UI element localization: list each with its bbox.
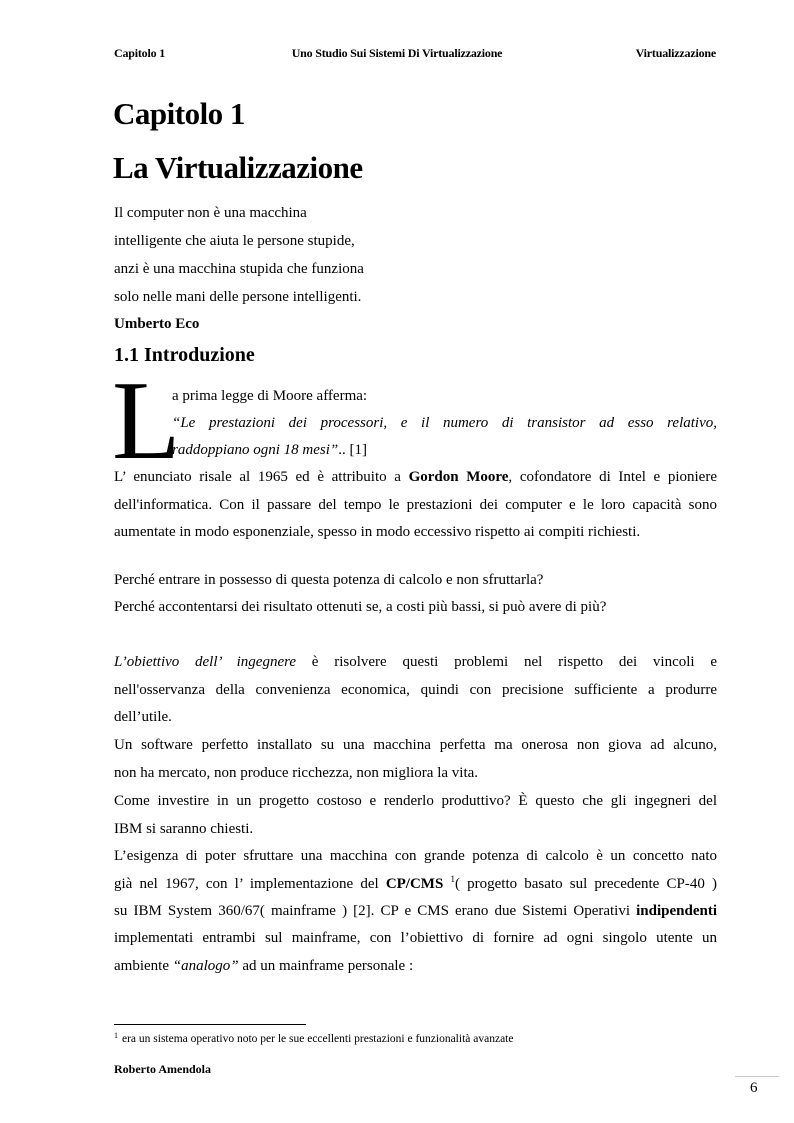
page-number: 6 (750, 1080, 758, 1096)
chapter-number: Capitolo 1 (113, 96, 245, 131)
paragraph-line: a prima legge di Moore afferma: (172, 388, 368, 404)
chapter-title: La Virtualizzazione (113, 150, 363, 185)
running-header-title: Uno Studio Sui Sistemi Di Virtualizzazione (291, 46, 503, 60)
paragraph-line: Perché accontentarsi dei risultato ottenuti se, a costi più bassi, si può avere di più? (114, 599, 607, 615)
footer-author: Roberto Amendola (114, 1062, 211, 1076)
paragraph-line: Come investire in un progetto costoso e renderlo produttivo? È questo che gli ingegneri del (114, 793, 717, 809)
paragraph-line: Un software perfetto installato su una macchina perfetta ma onerosa non giova ad alcuno, (114, 737, 717, 753)
paragraph-line: “Le prestazioni dei processori, e il numero di transistor ad esso relativo, (172, 415, 717, 431)
paragraph-line: implementati entrambi sul mainframe, con l’obiettivo di fornire ad ogni singolo utente un (114, 930, 717, 946)
running-header-topic: Virtualizzazione (635, 46, 716, 60)
paragraph-line: ambiente “analogo” ad un mainframe personale : (114, 958, 414, 974)
paragraph-line: nell'osservanza della convenienza economica, quindi con precisione sufficiente a produrre (114, 682, 717, 698)
paragraph-line: dell'informatica. Con il passare del tempo le prestazioni dei computer e le loro capacità sono (114, 497, 717, 513)
epigraph-line: intelligente che aiuta le persone stupide, (114, 233, 355, 249)
footnote: $^1$ era un sistema operativo noto per le sue eccellenti prestazioni e funzionalità avanzate (114, 1031, 514, 1045)
footnote-divider (114, 1024, 306, 1025)
paragraph-line: aumentate in modo esponenziale, spesso in modo eccessivo rispetto ai compiti richiesti. (114, 524, 641, 540)
epigraph-line: Il computer non è una macchina (114, 205, 307, 221)
paragraph-line: dell’utile. (114, 709, 172, 725)
section-title: 1.1 Introduzione (114, 344, 255, 366)
epigraph-line: anzi è una macchina stupida che funziona (114, 261, 364, 277)
paragraph-line: raddoppiano ogni 18 mesi”.. [1] (172, 442, 368, 458)
drop-cap: L (112, 359, 181, 483)
paragraph-line: Perché entrare in possesso di questa potenza di calcolo e non sfruttarla? (114, 572, 544, 588)
paragraph-line: non ha mercato, non produce ricchezza, non migliora la vita. (114, 765, 479, 781)
paragraph-line: L’obiettivo dell’ ingegnere è risolvere questi problemi nel rispetto dei vincoli e (114, 654, 717, 670)
epigraph-line: solo nelle mani delle persone intelligenti. (114, 289, 362, 305)
paragraph-line: su IBM System 360/67( mainframe ) [2]. CP e CMS erano due Sistemi Operativi indipendenti (114, 903, 717, 919)
footnote-mark: 1 (114, 1031, 118, 1040)
paragraph-line: già nel 1967, con l’ implementazione del CP/CMS $^1$( progetto basato sul precedente CP-40 ) (114, 874, 717, 892)
running-header-chapter: Capitolo 1 (114, 46, 166, 60)
page-number-divider (735, 1076, 779, 1077)
paragraph-line: L’ enunciato risale al 1965 ed è attribuito a Gordon Moore, cofondatore di Intel e pioniere (114, 469, 717, 485)
paragraph-line: IBM si saranno chiesti. (114, 821, 254, 837)
paragraph-line: L’esigenza di poter sfruttare una macchina con grande potenza di calcolo è un concetto nato (114, 848, 717, 864)
footnote-ref: 1 (450, 874, 455, 884)
epigraph-author: Umberto Eco (114, 316, 200, 332)
